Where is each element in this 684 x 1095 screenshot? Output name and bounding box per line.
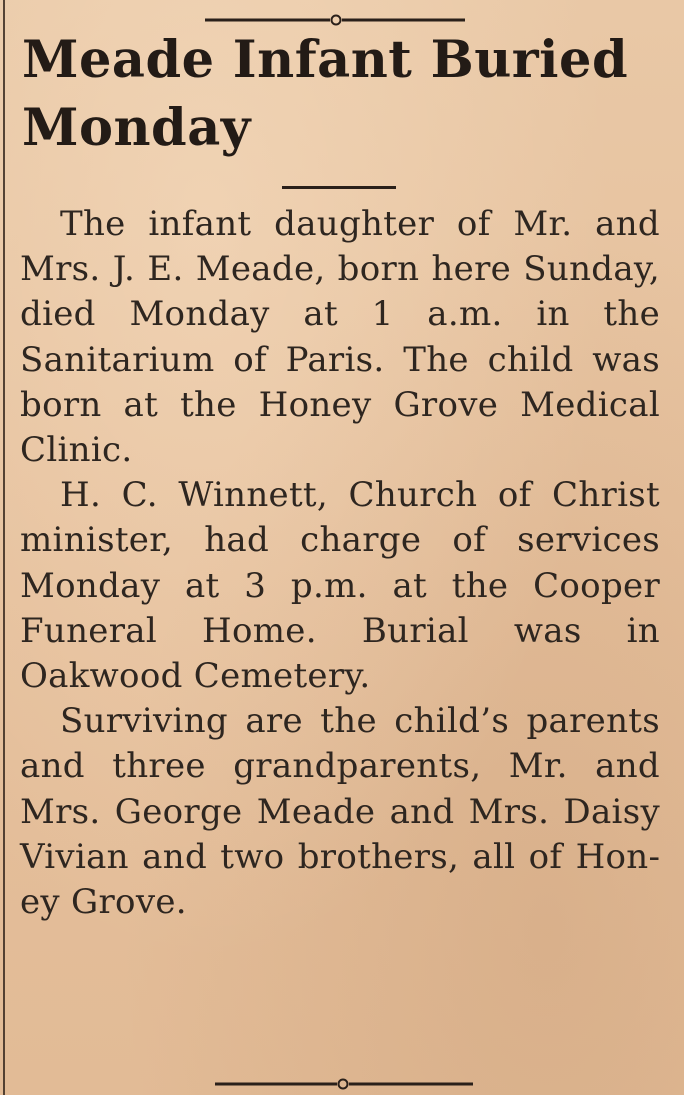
paragraph-survivors: Surviving are the child’s parents and three grandparents, Mr. and Mrs. George Meade and Mrs. Daisy Vivian and two brothers, all of Honey Grove. xyxy=(20,701,660,923)
column-rule xyxy=(3,0,5,1095)
paragraph-death-notice: The infant daughter of Mr. and Mrs. J. E. Meade, born here Sunday, died Monday at 1 a.m. in the Sanitarium of Paris. The child was born at the Honey Grove Medical Clinic. xyxy=(20,204,660,471)
bottom-ornament-rule xyxy=(0,1076,684,1095)
top-ornament-rule xyxy=(0,8,684,28)
article-headline: Meade Infant Buried Monday xyxy=(22,30,629,158)
paragraph-services: H. C. Winnett, Church of Christ minister, had charge of services Monday at 3 p.m. at the Cooper Funeral Home. Burial was in Oakwood Cemetery. xyxy=(20,475,660,697)
article-body xyxy=(20,202,660,925)
headline-divider xyxy=(282,186,396,189)
